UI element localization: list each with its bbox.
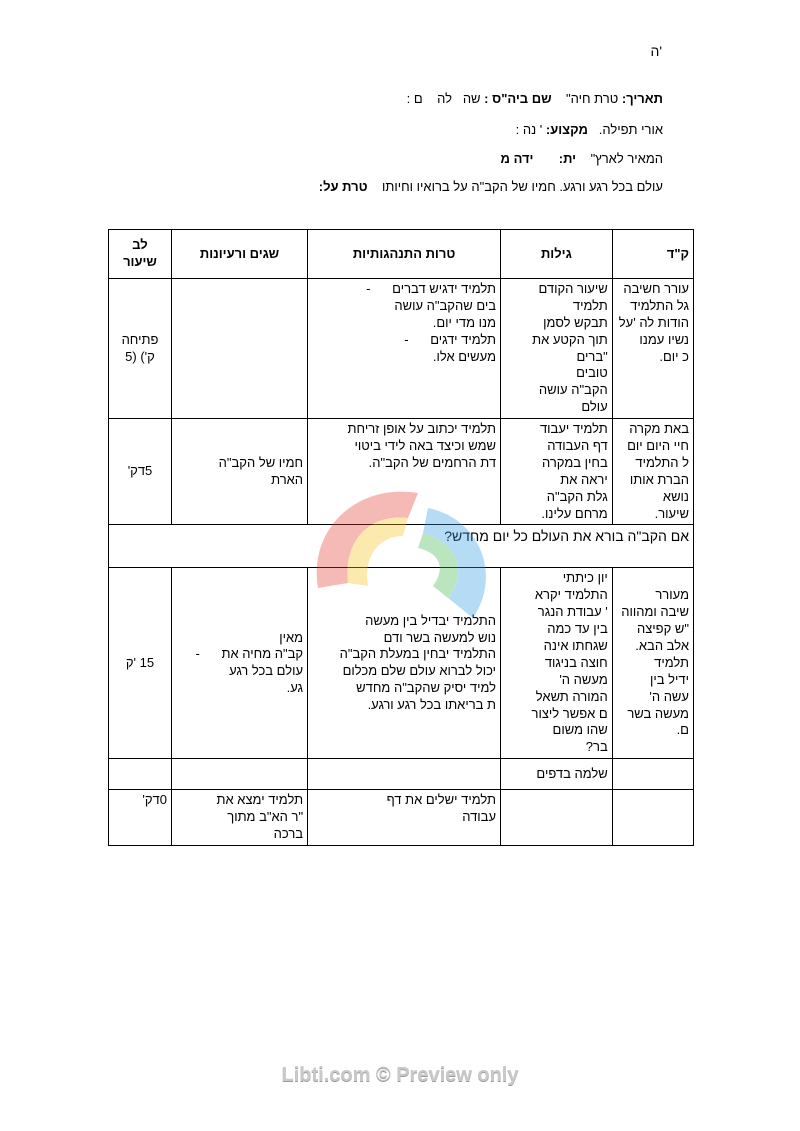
cell-line: עולם: [581, 399, 608, 415]
cell-line: עשה ה': [649, 688, 689, 704]
cell-line: למיד יסיק שהקב"ה מחדש: [356, 680, 497, 696]
cell-line: ם אפשר ליצור: [531, 705, 608, 721]
cell-line: בין עד כמה: [547, 621, 608, 637]
header-line-goal: [319, 179, 663, 194]
row4-col5: [109, 568, 172, 759]
preview-watermark: Libti.com © Preview only: [281, 1064, 519, 1086]
table-row: [109, 419, 694, 525]
cell-line: 15 'ק: [125, 654, 155, 670]
cell-line: יראה את: [560, 471, 608, 487]
cell-line: חמיו של הקב"ה: [218, 454, 304, 470]
cell-line: טובים: [576, 365, 608, 381]
cell-line: שגחתו אינה: [543, 638, 608, 654]
cell-line: הקב"ה עושה: [538, 382, 608, 398]
table-row: [109, 790, 694, 846]
table-row: [109, 759, 694, 790]
cell-line: הברת אותו: [629, 471, 689, 487]
cell-line: שלמה בדפים: [536, 765, 608, 781]
cell-line: בר?: [585, 739, 608, 755]
cell-line: חיי היום יום: [627, 438, 689, 454]
cell-line: ' עבודת הנגר: [537, 604, 608, 620]
row2-col4: [171, 419, 307, 525]
row2-col1: [612, 419, 693, 525]
row6-col3: [308, 790, 501, 846]
cell-line: גל התלמיד: [630, 297, 689, 313]
header-goals: ק"ד: [612, 230, 693, 279]
cell-line: פתיחה: [121, 331, 159, 347]
bullet-dash: -: [366, 281, 371, 296]
cell-line: מעשה ה': [559, 671, 608, 687]
cell-line: שהו משום: [552, 722, 608, 738]
cell-line: קב"ה מחיה את-: [195, 646, 304, 662]
cell-line: "ש קפיצה: [636, 621, 689, 637]
cell-line: יכול לברוא עולם שלם מכלום: [342, 663, 497, 679]
cell-line: עורר חשיבה: [623, 281, 689, 296]
header-concepts: שגים ורעיונות: [171, 230, 307, 279]
cell-line: הארת: [271, 471, 304, 487]
cell-line: שיעור.: [654, 505, 689, 521]
cell-line: התלמיד יבדיל בין מעשה: [365, 612, 497, 628]
row6-col1: [612, 790, 693, 846]
table-row: [109, 279, 694, 419]
cell-line: התלמיד יבחין במעלת הקב"ה: [339, 646, 497, 662]
row5-col1: [612, 759, 693, 790]
page-number: 'ה: [650, 43, 662, 59]
topic-value: המאיר לארץ": [590, 151, 663, 166]
cell-line: ברכה: [273, 826, 304, 842]
row1-col3: [308, 279, 501, 419]
cell-line: גע.: [286, 680, 304, 696]
header-line-topic: [501, 151, 663, 166]
date-value: טרת חיה": [566, 91, 619, 106]
table-row: [109, 568, 694, 759]
school-value: שה: [462, 91, 481, 106]
teacher-value: אורי תפילה.: [598, 122, 663, 137]
grade-label: ית:: [558, 151, 577, 166]
header-behavioral-goals: טרות התנהגותיות: [308, 230, 501, 279]
cell-line: "ברים: [576, 348, 608, 364]
cell-line: באת מקרה: [629, 421, 689, 437]
row1-col4: [171, 279, 307, 419]
cell-line: אלב הבא.: [635, 638, 689, 654]
cell-line: תלמיד: [572, 297, 608, 313]
cell-line: שמש וכיצד באה לידי ביטוי: [354, 438, 497, 454]
cell-line: מנו מדי יום.: [432, 314, 497, 330]
cell-line: ידיל בין: [650, 671, 689, 687]
cell-line: ל התלמיד: [635, 454, 689, 470]
row5-col5: [109, 759, 172, 790]
subject-value: ' נה :: [515, 122, 543, 137]
cell-line: תוך הקטע את: [532, 331, 608, 347]
cell-line: מעשים אלו.: [432, 348, 497, 364]
header-lesson-stage: לב שיעור: [109, 230, 172, 279]
bullet-dash: -: [404, 331, 409, 347]
row4-col4: [171, 568, 307, 759]
row2-col3: [308, 419, 501, 525]
cell-line: תלמיד ידגיש דברים-: [366, 281, 497, 296]
cell-line: תבקש לסמן: [543, 314, 608, 330]
table-header-row: [109, 230, 694, 279]
subject-label: מקצוע:: [545, 122, 588, 137]
cell-line: "ר הא"ב מתוך: [227, 809, 304, 825]
table-row-merged: [109, 525, 694, 568]
cell-line: תלמיד יכתוב על אופן זריחת: [347, 421, 497, 437]
cell-line: ם.: [676, 722, 689, 738]
row2-col2: [501, 419, 613, 525]
header-activities: גילות: [501, 230, 613, 279]
cell-line: דף העבודה: [547, 438, 608, 454]
cell-line: יון כיתתי: [562, 570, 608, 586]
cell-line: תלמיד ימצא את: [216, 792, 304, 808]
row6-col5: [109, 790, 172, 846]
cell-line: המורה תשאל: [535, 688, 608, 704]
cell-line: נוש למעשה בשר ודם: [383, 629, 497, 645]
cell-line: כ יום.: [659, 348, 689, 364]
bullet-dash: -: [195, 646, 200, 662]
date-label: תאריך:: [621, 91, 663, 106]
row5-col3: [308, 759, 501, 790]
cell-line: שיבה ומהווה: [621, 604, 689, 620]
school-value-2: לה: [437, 91, 452, 106]
cell-line: מאין: [279, 629, 304, 645]
goal-value: עולם בכל רגע ורגע. חמיו של הקב"ה על ברואיו וחיותו: [382, 179, 663, 194]
cell-line: התלמיד יקרא: [534, 587, 608, 603]
unit-value: ידה מ: [500, 151, 534, 166]
goal-label: טרת על:: [318, 179, 368, 194]
row6-col2: [501, 790, 613, 846]
school-label: שם ביה"ס :: [484, 91, 552, 106]
cell-line: עבודה: [462, 809, 497, 825]
cell-line: דת הרחמים של הקב"ה.: [368, 454, 497, 470]
cell-line: חוצה בניגוד: [544, 654, 608, 670]
cell-line: נשיו עמנו: [639, 331, 689, 347]
header-line-subject: [516, 122, 663, 137]
cell-line: תלמיד ידגים-: [404, 331, 497, 347]
row4-col1: [612, 568, 693, 759]
row4-col2: [501, 568, 613, 759]
row1-col5: [109, 279, 172, 419]
row2-col5: [109, 419, 172, 525]
school-value-3: ם :: [406, 91, 423, 106]
cell-line: בים שהקב"ה עושה: [394, 297, 497, 313]
cell-line: הודות לה 'על: [618, 314, 689, 330]
cell-line: מעשה בשר: [627, 705, 689, 721]
row5-col2: [501, 759, 613, 790]
cell-line: שיעור הקודם: [538, 281, 608, 296]
cell-line: ק') (5: [125, 348, 155, 364]
cell-line: מעורר: [655, 587, 689, 603]
cell-line: תלמיד ישלים את דף: [386, 792, 497, 808]
cell-line: גלת הקב"ה: [546, 488, 608, 504]
cell-line: עולם בכל רגע: [229, 663, 304, 679]
row4-col3: [308, 568, 501, 759]
merged-question: אם הקב"ה בורא את העולם כל יום מחדש?: [109, 525, 694, 568]
cell-line: 5דק': [127, 463, 153, 479]
cell-line: 0דק': [142, 792, 167, 808]
row5-col4: [171, 759, 307, 790]
header-line-date-school: [407, 91, 663, 106]
row1-col2: [501, 279, 613, 419]
cell-line: תלמיד: [654, 654, 689, 670]
cell-line: נושא: [662, 488, 689, 504]
cell-line: בחין במקרה: [542, 454, 608, 470]
row1-col1: [612, 279, 693, 419]
cell-line: מרחם עלינו.: [541, 505, 608, 521]
cell-line: ת בריאתו בכל רגע ורגע.: [367, 697, 497, 713]
row6-col4: [171, 790, 307, 846]
cell-line: תלמיד יעבוד: [539, 421, 608, 437]
lesson-plan-table: [108, 229, 694, 846]
